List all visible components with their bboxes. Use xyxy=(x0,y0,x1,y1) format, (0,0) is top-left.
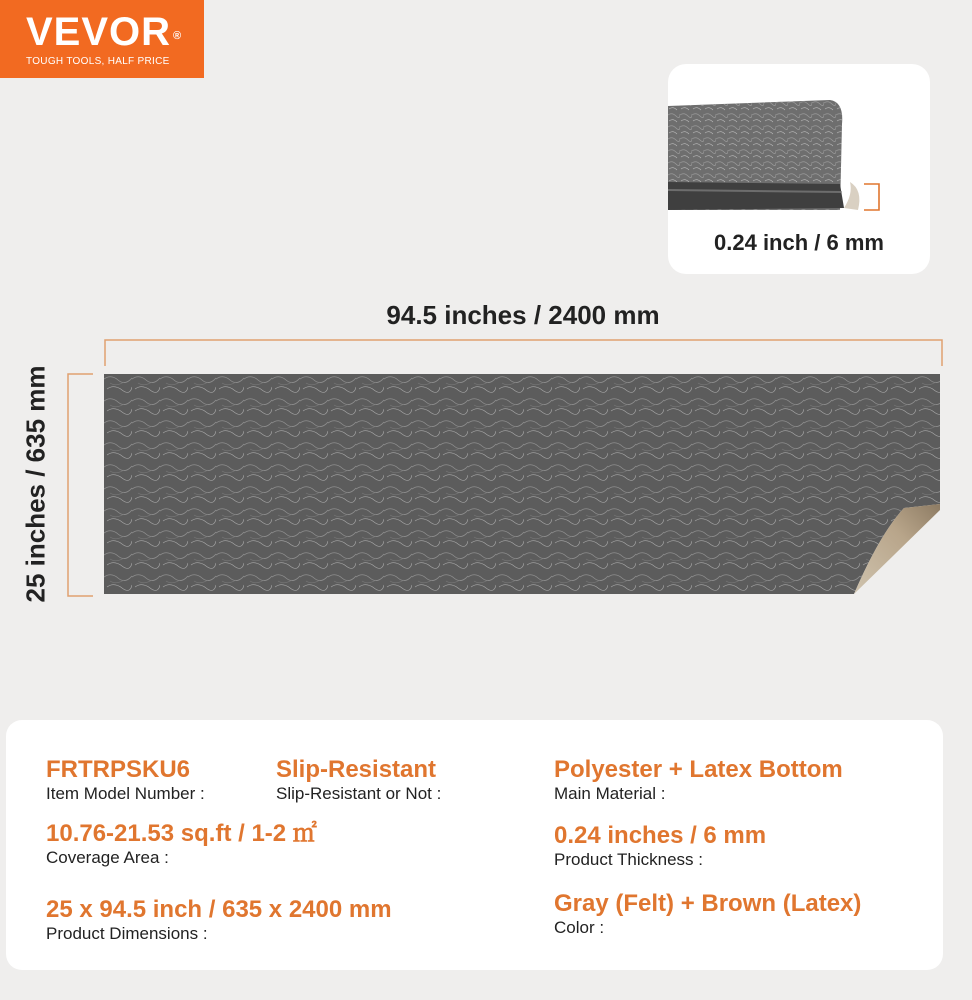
spec-label: Item Model Number : xyxy=(46,784,205,803)
thickness-label: 0.24 inch / 6 mm xyxy=(714,230,884,255)
spec-value: Slip-Resistant xyxy=(276,756,437,783)
spec-coverage-area xyxy=(46,820,317,868)
spec-label: Main Material : xyxy=(554,784,666,803)
spec-value: 0.24 inches / 6 mm xyxy=(554,822,767,849)
spec-slip-resistant xyxy=(276,756,441,804)
vevor-logo xyxy=(0,0,204,78)
logo-tagline: TOUGH TOOLS, HALF PRICE xyxy=(26,56,170,67)
specifications-panel xyxy=(6,720,943,970)
spec-value: Gray (Felt) + Brown (Latex) xyxy=(554,890,862,917)
spec-item-model-number xyxy=(46,756,205,804)
logo-registered-mark: ® xyxy=(173,30,183,42)
spec-color xyxy=(554,890,861,938)
logo-brand: VEVOR xyxy=(26,10,172,54)
thickness-closeup-card xyxy=(668,64,930,274)
width-dimension-label: 94.5 inches / 2400 mm xyxy=(386,300,660,330)
spec-label: Product Thickness : xyxy=(554,850,703,869)
spec-label: Coverage Area : xyxy=(46,848,169,867)
spec-value: 25 x 94.5 inch / 635 x 2400 mm xyxy=(46,896,392,923)
spec-label: Slip-Resistant or Not : xyxy=(276,784,442,803)
spec-label: Product Dimensions : xyxy=(46,924,208,943)
spec-main-material xyxy=(554,756,843,804)
spec-value: 10.76-21.53 sq.ft / 1-2 ㎡ xyxy=(46,820,317,847)
felt-mat-image xyxy=(104,374,940,596)
spec-label: Color : xyxy=(554,918,605,937)
spec-value: Polyester + Latex Bottom xyxy=(554,756,843,783)
spec-value: FRTRPSKU6 xyxy=(46,756,191,783)
height-bracket xyxy=(68,374,93,596)
width-bracket xyxy=(105,340,942,366)
spec-product-dimensions xyxy=(46,896,392,944)
spec-product-thickness xyxy=(554,822,766,870)
